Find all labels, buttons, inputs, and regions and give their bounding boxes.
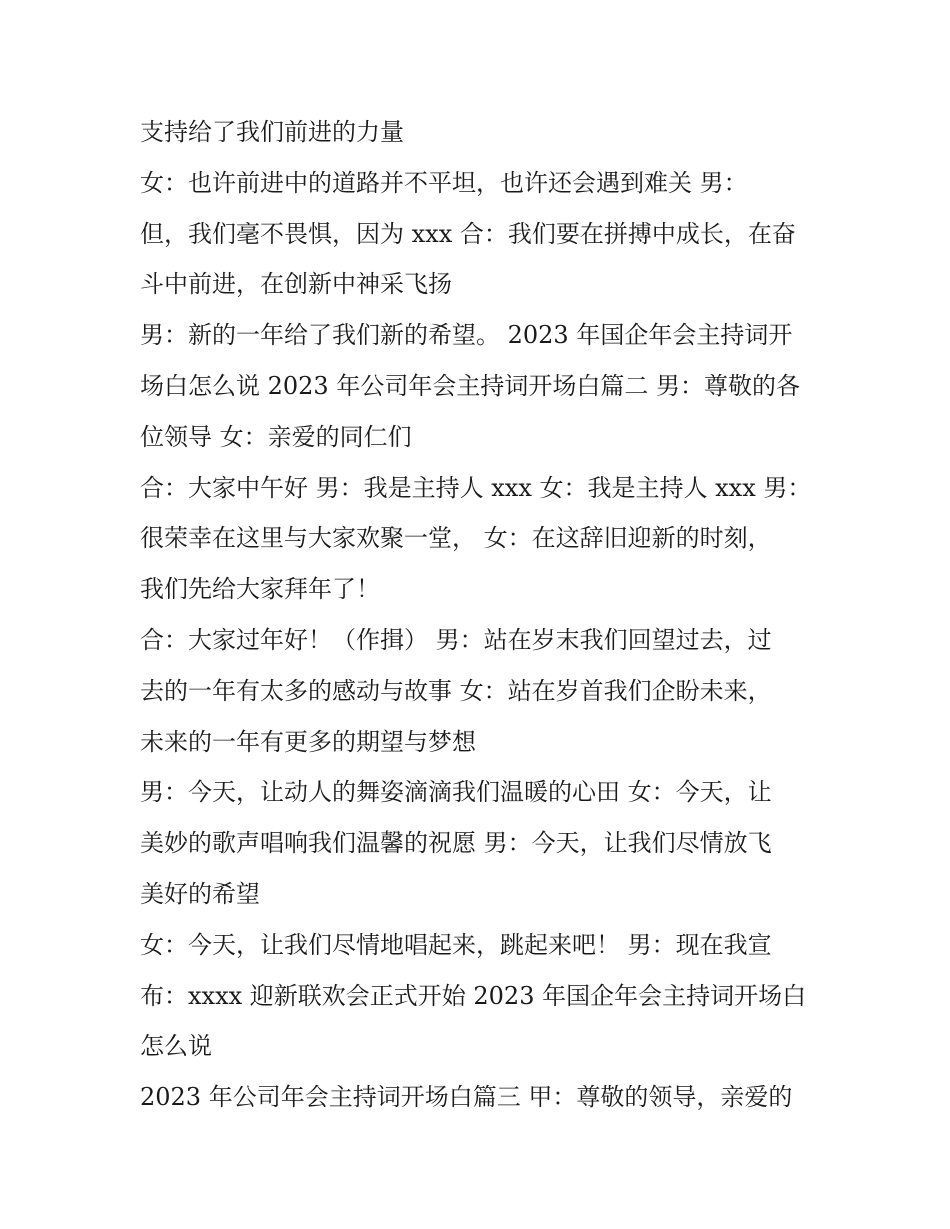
text-line: 男：新的一年给了我们新的希望。 2023 年国企年会主持词开 <box>140 321 793 350</box>
text-line: 我们先给大家拜年了！ <box>140 575 380 604</box>
text-line: 很荣幸在这里与大家欢聚一堂， 女：在这辞旧迎新的时刻， <box>140 524 772 553</box>
text-line: 未来的一年有更多的期望与梦想 <box>140 727 476 756</box>
text-line: 布：xxxx 迎新联欢会正式开始 2023 年国企年会主持词开场白 <box>140 981 807 1010</box>
text-line: 场白怎么说 2023 年公司年会主持词开场白篇二 男：尊敬的各 <box>140 371 800 400</box>
text-line: 但，我们毫不畏惧，因为 xxx 合：我们要在拼搏中成长，在奋 <box>140 219 796 248</box>
text-line: 合：大家过年好！（作揖） 男：站在岁末我们回望过去，过 <box>140 625 772 654</box>
text-line: 怎么说 <box>140 1032 212 1061</box>
document-text-body <box>140 107 820 1123</box>
text-line: 女：今天，让我们尽情地唱起来，跳起来吧！ 男：现在我宣 <box>140 930 772 959</box>
text-line: 支持给了我们前进的力量 <box>140 118 404 146</box>
text-line: 美好的希望 <box>140 879 260 908</box>
text-line: 合：大家中午好 男：我是主持人 xxx 女：我是主持人 xxx 男： <box>140 473 812 502</box>
text-line: 女：也许前进中的道路并不平坦，也许还会遇到难关 男： <box>140 168 748 197</box>
text-line: 男：今天，让动人的舞姿滴滴我们温暖的心田 女：今天，让 <box>140 778 772 807</box>
text-line: 位领导 女：亲爱的同仁们 <box>140 422 412 451</box>
text-line: 2023 年公司年会主持词开场白篇三 甲：尊敬的领导，亲爱的 <box>140 1083 793 1112</box>
text-line: 斗中前进，在创新中神采飞扬 <box>140 270 452 299</box>
text-line: 去的一年有太多的感动与故事 女：站在岁首我们企盼未来， <box>140 676 772 705</box>
text-line: 美妙的歌声唱响我们温馨的祝愿 男：今天，让我们尽情放飞 <box>140 829 772 858</box>
